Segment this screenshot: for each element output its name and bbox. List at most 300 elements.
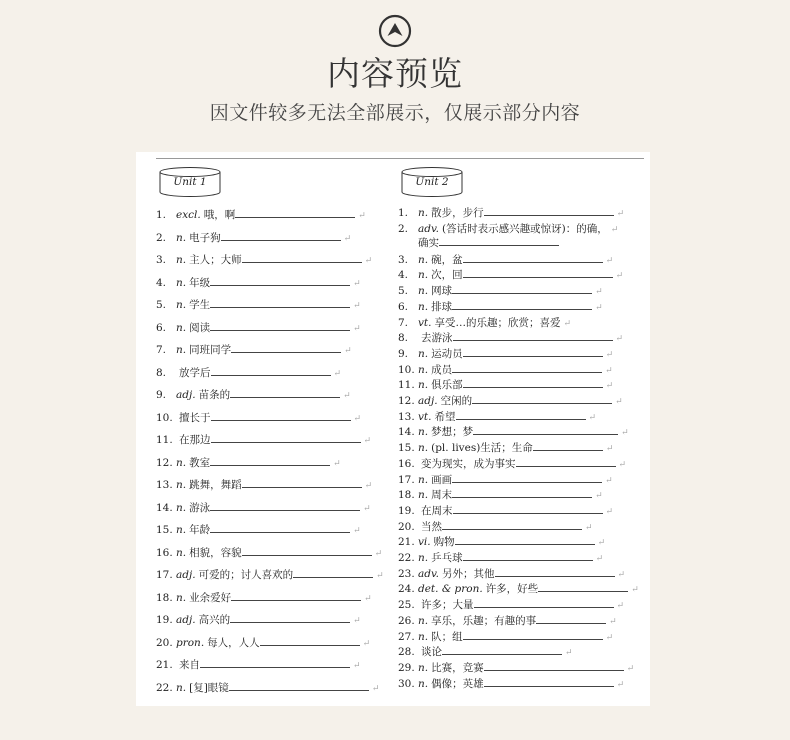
item-meaning: 来自 — [179, 659, 200, 671]
paragraph-mark-icon: ↵ — [353, 301, 361, 311]
item-meaning: 谈论 — [421, 646, 442, 659]
answer-blank[interactable] — [211, 433, 361, 443]
right-item — [398, 661, 634, 676]
answer-blank[interactable] — [260, 636, 360, 646]
paragraph-mark-icon: ↵ — [595, 287, 603, 298]
paragraph-mark-icon: ↵ — [353, 413, 362, 424]
answer-blank[interactable] — [210, 298, 350, 308]
part-of-speech: n. — [418, 630, 429, 643]
item-meaning: 乒乓球 — [431, 552, 463, 564]
item-meaning: 次，回 — [431, 269, 463, 282]
answer-blank[interactable] — [230, 613, 350, 623]
item-meaning: 业余爱好 — [189, 591, 232, 604]
answer-blank[interactable] — [474, 598, 614, 608]
item-meaning: 教室 — [189, 456, 211, 469]
item-number: 4. — [156, 276, 167, 289]
item-number: 10. — [156, 411, 173, 424]
answer-blank[interactable] — [442, 645, 562, 655]
part-of-speech: n. — [418, 442, 429, 455]
item-meaning: 游泳 — [189, 501, 211, 514]
part-of-speech: n. — [176, 479, 187, 491]
item-meaning: 周末 — [431, 489, 453, 502]
part-of-speech: n. — [176, 321, 187, 334]
item-meaning: 变为现实，成为事实 — [421, 457, 516, 470]
left-item — [156, 658, 361, 673]
item-meaning: 在周末 — [421, 504, 453, 517]
answer-blank[interactable] — [463, 378, 603, 388]
item-number: 15. — [156, 524, 173, 536]
item-meaning: 跳舞，舞蹈 — [189, 479, 242, 491]
answer-blank[interactable] — [231, 343, 341, 353]
paragraph-mark-icon: ↵ — [610, 224, 619, 235]
answer-blank[interactable] — [453, 331, 613, 341]
paragraph-mark-icon: ↵ — [631, 585, 639, 596]
paragraph-mark-icon: ↵ — [343, 233, 352, 244]
item-meaning: 散步，步行 — [431, 207, 484, 219]
answer-blank[interactable] — [472, 394, 612, 404]
part-of-speech: n. — [176, 681, 187, 694]
right-item — [398, 520, 593, 535]
paragraph-mark-icon: ↵ — [616, 209, 625, 219]
unit-1-label: Unit 1 — [173, 176, 207, 188]
item-number: 27. — [398, 630, 415, 643]
item-meaning: 当然 — [421, 520, 442, 533]
right-item — [398, 488, 603, 503]
paragraph-mark-icon: ↵ — [595, 554, 604, 564]
item-number: 24. — [398, 583, 415, 596]
paragraph-mark-icon: ↵ — [353, 661, 361, 671]
answer-blank[interactable] — [516, 457, 616, 467]
left-item — [156, 298, 361, 313]
item-number: 16. — [156, 546, 173, 559]
left-item — [156, 636, 370, 651]
part-of-speech: n. — [418, 347, 429, 360]
answer-blank[interactable] — [210, 276, 350, 286]
paragraph-mark-icon: ↵ — [343, 391, 351, 401]
part-of-speech: vt. — [418, 410, 432, 423]
answer-blank[interactable] — [242, 478, 362, 488]
paragraph-mark-icon: ↵ — [563, 318, 572, 329]
item-meaning: 空闲的 — [440, 395, 473, 407]
item-meaning: 许多，好些 — [485, 583, 539, 596]
answer-blank[interactable] — [495, 567, 615, 577]
left-item — [156, 411, 361, 426]
left-item — [156, 478, 372, 493]
answer-blank[interactable] — [463, 630, 603, 640]
part-of-speech: n. — [418, 552, 429, 564]
answer-blank[interactable] — [452, 363, 602, 373]
item-meaning: 同班同学 — [189, 344, 232, 356]
item-number: 23. — [398, 567, 415, 580]
paragraph-mark-icon: ↵ — [615, 397, 623, 407]
part-of-speech: vt. — [418, 316, 432, 329]
part-of-speech: n. — [418, 207, 429, 219]
right-item — [398, 394, 623, 409]
paragraph-mark-icon: ↵ — [595, 491, 603, 502]
page-subtitle: 因文件较多无法全部展示，仅展示部分内容 — [209, 102, 581, 124]
right-item — [398, 347, 613, 362]
item-number: 8. — [398, 332, 409, 345]
item-number: 6. — [156, 321, 167, 334]
part-of-speech: adv. — [418, 567, 440, 580]
chevron-up-circle-icon[interactable] — [378, 14, 412, 48]
part-of-speech: n. — [176, 231, 187, 244]
item-number: 22. — [156, 681, 173, 694]
paragraph-mark-icon: ↵ — [353, 278, 361, 289]
item-number: 11. — [398, 379, 415, 392]
left-item — [156, 681, 379, 696]
part-of-speech: adj. — [418, 395, 438, 407]
part-of-speech: pron. — [176, 636, 205, 649]
paragraph-mark-icon: ↵ — [617, 569, 626, 580]
part-of-speech: adj. — [176, 614, 196, 626]
part-of-speech: n. — [418, 300, 429, 313]
part-of-speech: n. — [418, 379, 429, 392]
item-number: 19. — [398, 504, 415, 517]
answer-blank[interactable] — [211, 411, 351, 421]
item-meaning: 梦想；梦 — [431, 426, 474, 439]
answer-blank[interactable] — [456, 410, 586, 420]
answer-blank[interactable] — [484, 677, 614, 687]
right-item — [398, 551, 603, 566]
item-meaning: 在那边 — [179, 434, 211, 446]
right-item — [398, 363, 613, 378]
answer-blank[interactable] — [484, 661, 624, 671]
answer-blank[interactable] — [242, 546, 372, 556]
paragraph-mark-icon: ↵ — [565, 648, 573, 659]
paragraph-mark-icon: ↵ — [344, 346, 352, 356]
unit-1-badge — [158, 166, 222, 198]
part-of-speech: n. — [418, 363, 429, 376]
answer-blank[interactable] — [473, 425, 618, 435]
answer-blank[interactable] — [221, 231, 341, 241]
right-item — [398, 614, 617, 629]
item-number: 30. — [398, 677, 415, 690]
item-meaning: (pl. lives)生活；生命 — [431, 442, 533, 455]
part-of-speech: n. — [176, 456, 187, 469]
part-of-speech: n. — [418, 473, 429, 486]
item-number: 2. — [156, 231, 167, 244]
item-number: 18. — [398, 489, 415, 502]
item-number: 2. — [398, 222, 409, 235]
item-meaning: 比赛，竞赛 — [431, 661, 484, 674]
paragraph-mark-icon: ↵ — [605, 255, 614, 266]
part-of-speech: n. — [176, 501, 187, 514]
answer-blank[interactable] — [452, 284, 592, 294]
item-meaning: 每人，人人 — [207, 636, 260, 649]
paragraph-mark-icon: ↵ — [371, 683, 380, 694]
item-meaning: 碗，盆 — [431, 253, 463, 266]
item-meaning: 相貌，容貌 — [189, 546, 242, 559]
left-item — [156, 343, 352, 358]
paragraph-mark-icon: ↵ — [605, 365, 613, 376]
answer-blank[interactable] — [463, 268, 613, 278]
item-number: 17. — [398, 473, 415, 486]
item-number: 9. — [398, 347, 409, 360]
paragraph-mark-icon: ↵ — [605, 381, 614, 392]
item-number: 20. — [156, 636, 173, 649]
answer-blank[interactable] — [229, 681, 369, 691]
item-number: 7. — [156, 344, 167, 356]
item-continuation — [418, 236, 559, 250]
answer-blank[interactable] — [231, 591, 361, 601]
paragraph-mark-icon: ↵ — [616, 601, 625, 612]
paragraph-mark-icon: ↵ — [626, 663, 635, 674]
paragraph-mark-icon: ↵ — [595, 302, 603, 313]
paragraph-mark-icon: ↵ — [616, 679, 625, 690]
right-item — [398, 457, 626, 472]
item-number: 3. — [156, 254, 167, 266]
left-item — [156, 366, 341, 381]
answer-blank[interactable] — [463, 347, 603, 357]
paragraph-mark-icon: ↵ — [615, 334, 624, 345]
paragraph-mark-icon: ↵ — [363, 503, 371, 514]
part-of-speech: n. — [176, 254, 187, 266]
paragraph-mark-icon: ↵ — [605, 506, 614, 517]
left-item — [156, 568, 384, 583]
item-number: 16. — [398, 457, 415, 470]
answer-blank[interactable] — [453, 504, 603, 514]
right-item — [398, 504, 613, 519]
paragraph-mark-icon: ↵ — [585, 522, 593, 533]
left-item — [156, 613, 361, 628]
paragraph-mark-icon: ↵ — [333, 458, 341, 469]
part-of-speech: n. — [418, 269, 429, 282]
paragraph-mark-icon: ↵ — [353, 526, 361, 536]
document-page — [136, 152, 650, 706]
paragraph-mark-icon: ↵ — [358, 211, 366, 221]
paragraph-mark-icon: ↵ — [333, 368, 342, 379]
right-item — [398, 567, 625, 582]
item-meaning: 排球 — [431, 300, 453, 313]
item-number: 1. — [156, 209, 167, 221]
right-item — [398, 630, 613, 645]
item-meaning: 另外；其他 — [442, 567, 495, 580]
paragraph-mark-icon: ↵ — [621, 428, 629, 439]
paragraph-mark-icon: ↵ — [364, 256, 373, 266]
answer-blank[interactable] — [200, 658, 350, 668]
item-number: 10. — [398, 363, 415, 376]
item-meaning: 队；组 — [431, 630, 463, 643]
item-meaning: 网球 — [431, 285, 453, 298]
answer-blank[interactable] — [439, 236, 559, 246]
item-meaning: 阅读 — [189, 321, 211, 334]
part-of-speech: det. & pron. — [418, 583, 483, 596]
item-meaning: 放学后 — [179, 366, 211, 379]
item-number: 13. — [398, 410, 415, 423]
answer-blank[interactable] — [230, 388, 340, 398]
item-meaning: 主人；大师 — [189, 254, 242, 266]
item-meaning: 购物 — [433, 536, 455, 549]
item-meaning: 享受…的乐趣；欣赏；喜爱 — [434, 316, 561, 329]
item-meaning: [复]眼镜 — [189, 681, 229, 694]
item-number: 12. — [156, 456, 173, 469]
top-divider — [156, 158, 644, 159]
part-of-speech: n. — [176, 299, 187, 311]
answer-blank[interactable] — [484, 206, 614, 216]
item-number: 5. — [156, 299, 167, 311]
item-number: 8. — [156, 366, 167, 379]
paragraph-mark-icon: ↵ — [615, 271, 624, 282]
left-item — [156, 546, 382, 561]
answer-blank[interactable] — [235, 208, 355, 218]
answer-blank[interactable] — [442, 520, 582, 530]
item-number: 19. — [156, 614, 173, 626]
left-item — [156, 591, 372, 606]
answer-blank[interactable] — [455, 535, 595, 545]
part-of-speech: n. — [418, 426, 429, 439]
answer-blank[interactable] — [536, 614, 606, 624]
part-of-speech: n. — [418, 614, 429, 627]
right-item — [398, 582, 639, 597]
item-number: 14. — [398, 426, 415, 439]
part-of-speech: adv. — [418, 222, 440, 235]
left-item — [156, 253, 372, 268]
item-number: 21. — [156, 659, 173, 671]
paragraph-mark-icon: ↵ — [362, 638, 371, 649]
item-number: 9. — [156, 389, 167, 401]
item-number: 17. — [156, 569, 173, 581]
item-meaning: 学生 — [189, 299, 211, 311]
paragraph-mark-icon: ↵ — [597, 538, 606, 549]
item-meaning: 高兴的 — [198, 614, 231, 626]
right-item — [398, 222, 618, 237]
left-item — [156, 433, 371, 448]
left-item — [156, 276, 361, 291]
right-item — [398, 441, 613, 456]
right-item — [398, 378, 613, 393]
item-number: 18. — [156, 591, 173, 604]
answer-blank[interactable] — [210, 523, 350, 533]
right-item — [398, 598, 624, 613]
answer-blank[interactable] — [210, 321, 350, 331]
paragraph-mark-icon: ↵ — [609, 616, 617, 627]
answer-blank[interactable] — [452, 300, 592, 310]
right-item — [398, 425, 629, 440]
right-item — [398, 300, 603, 315]
part-of-speech: n. — [418, 285, 429, 298]
item-meaning: 年龄 — [189, 524, 211, 536]
part-of-speech: vi. — [418, 536, 431, 549]
unit-2-label: Unit 2 — [415, 176, 449, 188]
left-item — [156, 321, 361, 336]
item-meaning: 俱乐部 — [431, 379, 463, 392]
paragraph-mark-icon: ↵ — [363, 436, 372, 446]
paragraph-mark-icon: ↵ — [364, 481, 373, 491]
left-item — [156, 208, 366, 223]
item-number: 11. — [156, 434, 173, 446]
part-of-speech: adj. — [176, 569, 196, 581]
item-meaning: 享乐，乐趣；有趣的事 — [431, 614, 537, 627]
answer-blank[interactable] — [211, 366, 331, 376]
answer-blank[interactable] — [463, 253, 603, 263]
part-of-speech: n. — [418, 489, 429, 502]
right-item — [398, 410, 596, 425]
unit-2-badge — [400, 166, 464, 198]
left-item — [156, 231, 351, 246]
part-of-speech: n. — [176, 344, 187, 356]
part-of-speech: n. — [176, 591, 187, 604]
item-number: 3. — [398, 253, 409, 266]
answer-blank[interactable] — [242, 253, 362, 263]
item-number: 15. — [398, 442, 415, 455]
left-item — [156, 523, 361, 538]
item-meaning: 可爱的；讨人喜欢的 — [198, 569, 294, 581]
item-number: 13. — [156, 479, 173, 491]
item-number: 21. — [398, 536, 415, 549]
right-item — [398, 645, 573, 660]
answer-blank[interactable] — [452, 488, 592, 498]
answer-blank[interactable] — [538, 582, 628, 592]
item-number: 5. — [398, 285, 409, 298]
item-meaning: 成员 — [431, 363, 453, 376]
item-number: 14. — [156, 501, 173, 514]
part-of-speech: n. — [176, 524, 187, 536]
item-number: 12. — [398, 395, 415, 407]
answer-blank[interactable] — [210, 456, 330, 466]
item-number: 25. — [398, 599, 415, 612]
page-title: 内容预览 — [327, 54, 463, 93]
item-meaning: (答话时表示感兴趣或惊讶)：的确， — [442, 222, 608, 235]
item-meaning: 电子狗 — [189, 231, 221, 244]
paragraph-mark-icon: ↵ — [605, 349, 614, 360]
right-item — [398, 535, 605, 550]
paragraph-mark-icon: ↵ — [605, 475, 613, 486]
right-item — [398, 284, 603, 299]
item-meaning: 哦，啊 — [203, 209, 236, 221]
paragraph-mark-icon: ↵ — [605, 632, 614, 643]
item-number: 4. — [398, 269, 409, 282]
item-meaning: 年级 — [189, 276, 211, 289]
item-meaning: 去游泳 — [421, 332, 453, 345]
paragraph-mark-icon: ↵ — [618, 459, 627, 470]
right-item — [398, 677, 624, 692]
item-number: 22. — [398, 552, 415, 564]
left-item — [156, 501, 371, 516]
left-item — [156, 388, 351, 403]
paragraph-mark-icon: ↵ — [588, 412, 597, 423]
answer-blank[interactable] — [210, 501, 360, 511]
item-number: 20. — [398, 520, 415, 533]
part-of-speech: n. — [418, 253, 429, 266]
item-meaning: 擅长于 — [179, 411, 211, 424]
item-number: 1. — [398, 207, 409, 219]
continuation-text: 确实 — [418, 236, 439, 249]
answer-blank[interactable] — [463, 551, 593, 561]
paragraph-mark-icon: ↵ — [353, 323, 361, 334]
item-number: 26. — [398, 614, 415, 627]
part-of-speech: n. — [176, 276, 187, 289]
answer-blank[interactable] — [452, 473, 602, 483]
answer-blank[interactable] — [293, 568, 373, 578]
right-item — [398, 473, 613, 488]
paragraph-mark-icon: ↵ — [374, 548, 383, 559]
part-of-speech: excl. — [176, 209, 201, 221]
item-meaning: 运动员 — [431, 347, 463, 360]
item-meaning: 苗条的 — [198, 389, 231, 401]
part-of-speech: n. — [176, 546, 187, 559]
item-meaning: 画画 — [431, 473, 453, 486]
paragraph-mark-icon: ↵ — [364, 593, 372, 604]
right-item — [398, 206, 624, 221]
paragraph-mark-icon: ↵ — [353, 616, 361, 626]
item-meaning: 希望 — [434, 410, 456, 423]
right-item — [398, 331, 623, 346]
answer-blank[interactable] — [533, 441, 603, 451]
left-item — [156, 456, 341, 471]
item-meaning: 偶像；英雄 — [431, 677, 484, 690]
paragraph-mark-icon: ↵ — [605, 444, 614, 455]
